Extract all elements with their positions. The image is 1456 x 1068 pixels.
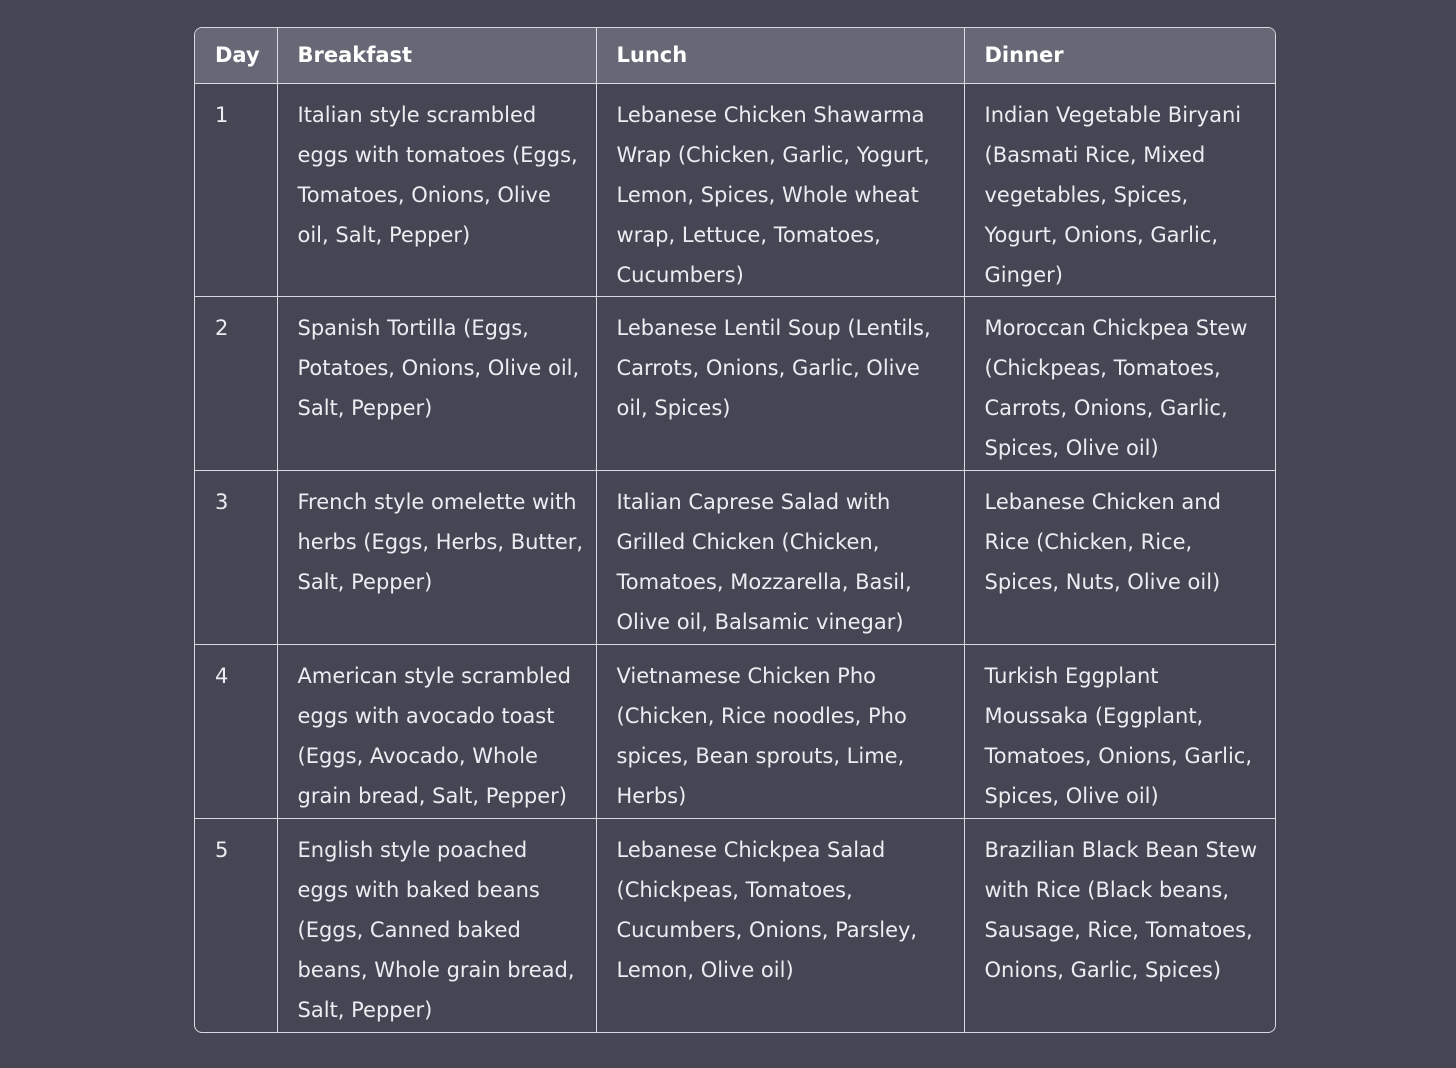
- cell-breakfast: French style omelette with herbs (Eggs, Herbs, Butter, Salt, Pepper): [277, 470, 596, 644]
- header-breakfast: Breakfast: [277, 28, 596, 83]
- table-row: [195, 470, 1275, 644]
- header-row: [195, 28, 1275, 83]
- cell-day: 1: [195, 83, 277, 296]
- cell-day: 5: [195, 818, 277, 1032]
- meal-plan-table-container: [194, 27, 1276, 1033]
- cell-lunch: Lebanese Lentil Soup (Lentils, Carrots, Onions, Garlic, Olive oil, Spices): [596, 296, 964, 470]
- cell-lunch: Italian Caprese Salad with Grilled Chicken (Chicken, Tomatoes, Mozzarella, Basil, Olive oil, Balsamic vinegar): [596, 470, 964, 644]
- cell-breakfast: American style scrambled eggs with avocado toast (Eggs, Avocado, Whole grain bread, Salt, Pepper): [277, 644, 596, 818]
- cell-dinner: Indian Vegetable Biryani (Basmati Rice, Mixed vegetables, Spices, Yogurt, Onions, Garlic, Ginger): [964, 83, 1275, 296]
- cell-dinner: Moroccan Chickpea Stew (Chickpeas, Tomatoes, Carrots, Onions, Garlic, Spices, Olive oil): [964, 296, 1275, 470]
- cell-lunch: Vietnamese Chicken Pho (Chicken, Rice noodles, Pho spices, Bean sprouts, Lime, Herbs): [596, 644, 964, 818]
- cell-lunch: Lebanese Chickpea Salad (Chickpeas, Tomatoes, Cucumbers, Onions, Parsley, Lemon, Olive oil): [596, 818, 964, 1032]
- cell-breakfast: English style poached eggs with baked beans (Eggs, Canned baked beans, Whole grain bread, Salt, Pepper): [277, 818, 596, 1032]
- cell-dinner: Brazilian Black Bean Stew with Rice (Black beans, Sausage, Rice, Tomatoes, Onions, Garlic, Spices): [984, 837, 1258, 982]
- cell-day: 3: [195, 470, 277, 644]
- cell-dinner: Lebanese Chicken and Rice (Chicken, Rice, Spices, Nuts, Olive oil): [964, 470, 1275, 644]
- table-header: [195, 28, 1275, 83]
- header-lunch: Lunch: [596, 28, 964, 83]
- cell-breakfast: Italian style scrambled eggs with tomatoes (Eggs, Tomatoes, Onions, Olive oil, Salt, Pepper): [277, 83, 596, 296]
- cell-day: 2: [195, 296, 277, 470]
- table-body: [195, 83, 1275, 1032]
- table-row: [195, 644, 1275, 818]
- cell-lunch: Lebanese Chicken Shawarma Wrap (Chicken, Garlic, Yogurt, Lemon, Spices, Whole wheat wrap, Lettuce, Tomatoes, Cucumbers): [596, 83, 964, 296]
- cell-dinner: Turkish Eggplant Moussaka (Eggplant, Tomatoes, Onions, Garlic, Spices, Olive oil): [964, 644, 1275, 818]
- cell-day: 4: [195, 644, 277, 818]
- table-row: [195, 83, 1275, 296]
- cell-breakfast: Spanish Tortilla (Eggs, Potatoes, Onions, Olive oil, Salt, Pepper): [277, 296, 596, 470]
- header-dinner: Dinner: [964, 28, 1275, 83]
- table-row: [195, 296, 1275, 470]
- header-day: Day: [195, 28, 277, 83]
- meal-plan-table: [195, 28, 1275, 1032]
- table-row: [195, 818, 1275, 1032]
